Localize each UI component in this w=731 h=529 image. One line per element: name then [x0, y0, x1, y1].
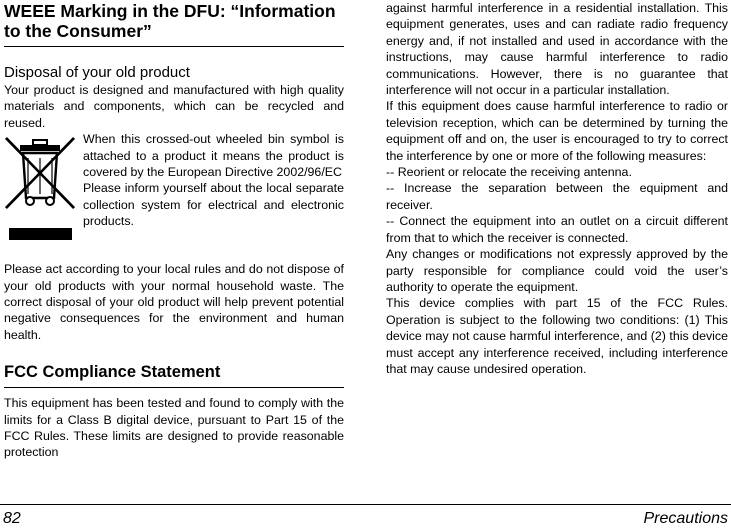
- weee-symbol-block: [4, 131, 344, 261]
- disposal-subheading: Disposal of your old product: [4, 64, 190, 81]
- measure-item: -- Reorient or relocate the receiving antenna.: [386, 165, 632, 180]
- disposal-paragraph-2: Please act according to your local rules and do not dispose of your old products with your normal household waste. The correct disposal of your old product will help prevent potential negative consequences for the environment and human health.: [4, 262, 344, 342]
- section-title: Precautions: [643, 510, 728, 527]
- measure-item: -- Connect the equipment into an outlet on a circuit different from that to which the receiver is connected.: [386, 214, 728, 245]
- fcc-continued-paragraph: against harmful interference in a residential installation. This equipment generates, uses and can radiate radio frequency energy and, if not installed and used in accordance with the instructions, may cause harmful interference to radio communications. However, there is no guarantee that interference will not occur in a particular installation.: [386, 1, 728, 98]
- page-footer: [0, 504, 731, 529]
- part15-paragraph: This device complies with part 15 of the FCC Rules. Operation is subject to the following two conditions: (1) This device may not cause harmful interference, and (2) this device must accept any interference received, including interference that may cause undesired operation.: [386, 296, 728, 376]
- right-column: [386, 0, 728, 377]
- measure-item: -- Increase the separation between the equipment and receiver.: [386, 181, 728, 212]
- fcc-paragraph: This equipment has been tested and found to comply with the limits for a Class B digital device, pursuant to Part 15 of the FCC Rules. These limits are designed to provide reasonable protection: [4, 396, 344, 460]
- weee-heading: WEEE Marking in the DFU: “Information to the Consumer”: [4, 0, 344, 47]
- fcc-heading: FCC Compliance Statement: [4, 362, 344, 388]
- disposal-paragraph: Your product is designed and manufactured with high quality materials and components, which can be recycled and reused.: [4, 83, 344, 130]
- symbol-description: When this crossed-out wheeled bin symbol is attached to a product it means the product is covered by the European Directive 2002/96/EC: [83, 132, 344, 180]
- weee-symbol-text: [83, 131, 344, 229]
- crossed-out-wheeled-bin-icon: [4, 136, 76, 214]
- collection-info: Please inform yourself about the local separate collection system for electrical and electronic products.: [83, 181, 344, 229]
- interference-paragraph: If this equipment does cause harmful interference to radio or television reception, which can be determined by turning the equipment off and on, the user is encouraged to try to correct the interference by one or more of the following measures:: [386, 99, 728, 163]
- left-column: [4, 0, 344, 461]
- page-number: 82: [3, 510, 21, 527]
- modifications-paragraph: Any changes or modifications not expressly approved by the party responsible for compliance could void the user’s authority to operate the equipment.: [386, 247, 728, 294]
- black-bar: [9, 228, 72, 240]
